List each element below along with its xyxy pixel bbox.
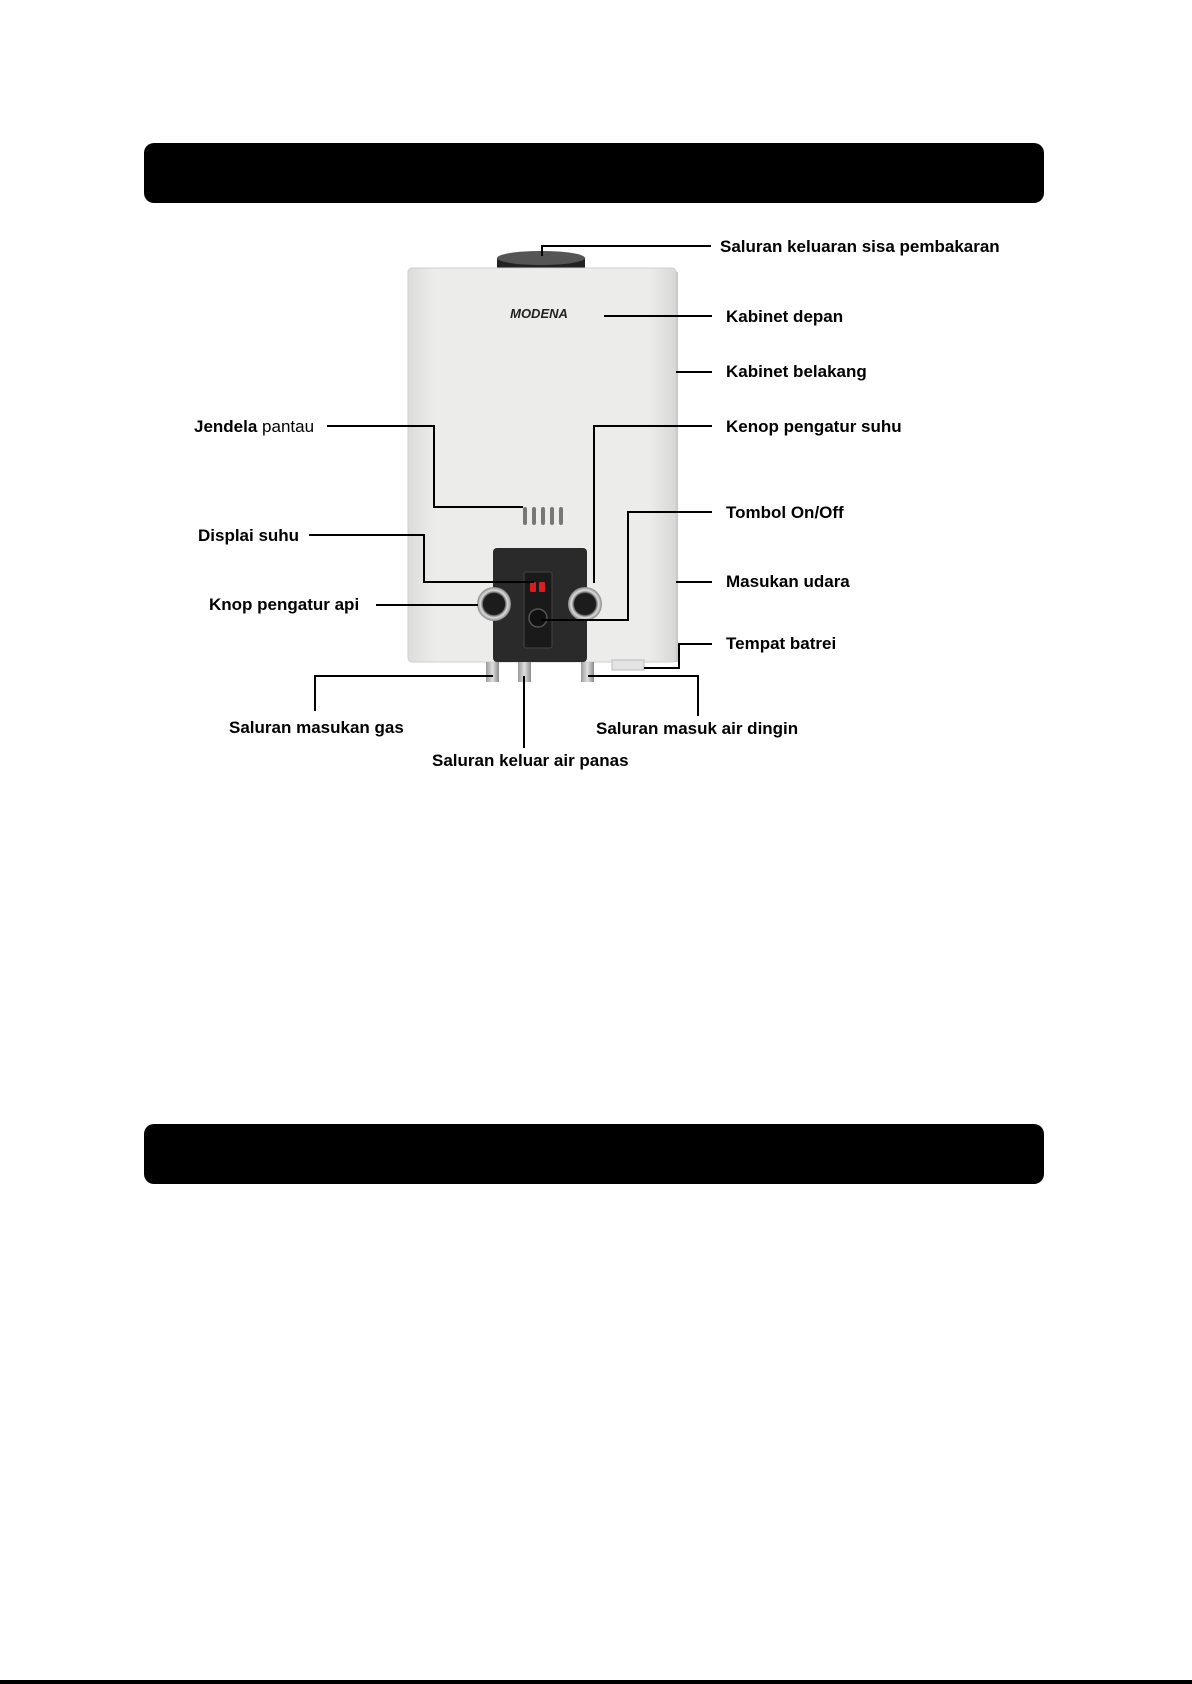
label-temperature-knob: Kenop pengatur suhu bbox=[726, 417, 902, 436]
label-back-cabinet: Kabinet belakang bbox=[726, 362, 867, 381]
temperature-knob[interactable] bbox=[568, 587, 602, 621]
label-viewing-window-bold: Jendela bbox=[194, 417, 258, 436]
label-air-intake: Masukan udara bbox=[726, 572, 850, 591]
cold-water-inlet-pipe bbox=[581, 662, 594, 682]
label-hot-water-outlet: Saluran keluar air panas bbox=[432, 751, 629, 770]
label-cold-water-inlet: Saluran masuk air dingin bbox=[596, 719, 799, 738]
label-viewing-window bbox=[194, 417, 314, 437]
label-front-cabinet: Kabinet depan bbox=[726, 307, 844, 326]
flame-knob[interactable] bbox=[477, 587, 511, 621]
label-flue-outlet: Saluran keluaran sisa pembakaran bbox=[720, 237, 1000, 256]
section-header-bar-bottom bbox=[144, 1124, 1044, 1184]
gas-inlet-pipe bbox=[486, 662, 499, 682]
label-temperature-display: Displai suhu bbox=[198, 526, 300, 545]
label-viewing-window-rest: pantau bbox=[257, 417, 315, 436]
label-flame-knob: Knop pengatur api bbox=[209, 595, 360, 614]
page-bottom-rule bbox=[0, 1680, 1192, 1684]
brand-logo: MODENA bbox=[510, 306, 568, 321]
battery-holder bbox=[612, 660, 644, 670]
label-battery-holder: Tempat batrei bbox=[726, 634, 837, 653]
label-gas-inlet: Saluran masukan gas bbox=[229, 718, 404, 737]
label-on-off-button: Tombol On/Off bbox=[726, 503, 844, 522]
on-off-button[interactable] bbox=[529, 609, 547, 627]
